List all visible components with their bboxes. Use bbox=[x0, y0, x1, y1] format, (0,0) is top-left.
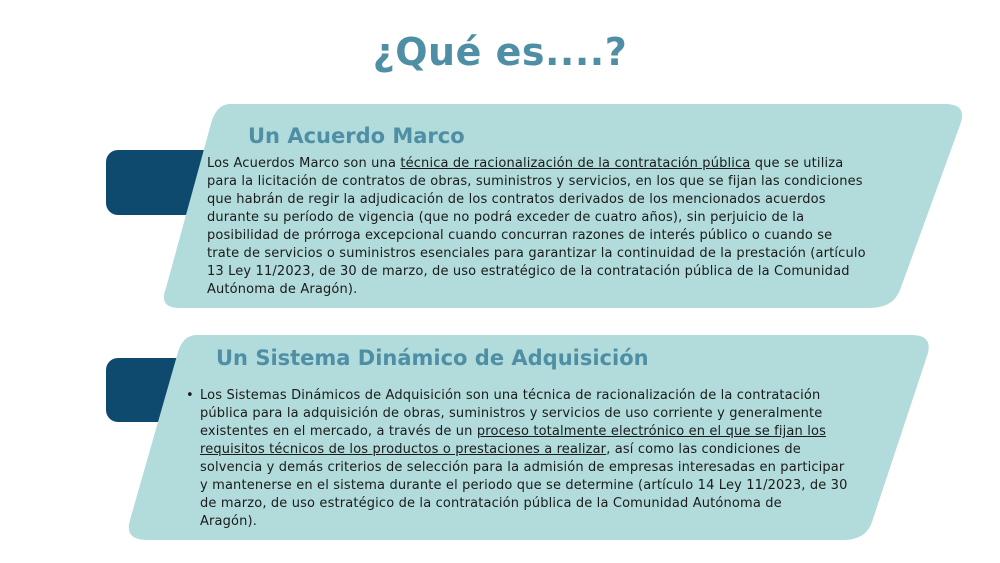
underlined-phrase: proceso totalmente electrónico en el que se fijan los bbox=[476, 424, 826, 439]
card-title: Un Acuerdo Marco bbox=[248, 124, 465, 148]
text-segment: existentes en el mercado, a través de un bbox=[200, 424, 477, 439]
text-line bbox=[200, 423, 848, 441]
text-line bbox=[200, 387, 848, 405]
underlined-phrase: requisitos técnicos de los productos o prestaciones a realizar bbox=[200, 442, 607, 457]
text-segment: Autónoma de Aragón). bbox=[207, 282, 358, 297]
text-segment: pública para la adquisición de obras, suministros y servicios de uso corriente y generalmente bbox=[200, 406, 823, 421]
text-line bbox=[200, 477, 848, 495]
text-segment: Los Sistemas Dinámicos de Adquisición son una técnica de racionalización de la contratación bbox=[200, 388, 821, 403]
text-segment: de marzo, de uso estratégico de la contratación pública de la Comunidad Autónoma de bbox=[200, 496, 782, 511]
text-segment: y mantenerse en el sistema durante el periodo que se determine (artículo 14 Ley 11/2023, de 30 bbox=[200, 478, 848, 493]
text-segment: 13 Ley 11/2023, de 30 de marzo, de uso estratégico de la contratación pública de la Comunidad bbox=[207, 264, 850, 279]
text-segment: durante su período de vigencia (que no podrá exceder de cuatro años), sin perjuicio de la bbox=[207, 210, 805, 225]
text-segment: para la licitación de contratos de obras, suministros y servicios, en los que se fijan las condiciones bbox=[207, 174, 863, 189]
text-line bbox=[200, 495, 848, 513]
underlined-phrase: técnica de racionalización de la contratación pública bbox=[400, 156, 751, 171]
text-segment: que se utiliza bbox=[750, 156, 844, 171]
text-segment: trate de servicios o suministros esenciales para garantizar la continuidad de la prestación (artículo bbox=[207, 246, 866, 261]
text-segment: Aragón). bbox=[200, 514, 258, 529]
text-segment: , así como las condiciones de bbox=[606, 442, 801, 457]
card-description bbox=[200, 387, 848, 531]
text-line bbox=[200, 405, 848, 423]
text-segment: que habrán de regir la adjudicación de los contratos derivados de los mencionados acuerdos bbox=[207, 192, 826, 207]
text-line bbox=[200, 441, 848, 459]
bullet-marker: • bbox=[186, 388, 194, 403]
card-title: Un Sistema Dinámico de Adquisición bbox=[216, 346, 649, 370]
text-line bbox=[200, 513, 848, 531]
text-line bbox=[200, 459, 848, 477]
text-segment: Los Acuerdos Marco son una bbox=[207, 156, 401, 171]
text-segment: posibilidad de prórroga excepcional cuando concurran razones de interés público o cuando se bbox=[207, 228, 833, 243]
page-title: ¿Qué es....? bbox=[372, 30, 628, 74]
text-segment: solvencia y demás criterios de selección para la admisión de empresas interesadas en participar bbox=[200, 460, 845, 475]
